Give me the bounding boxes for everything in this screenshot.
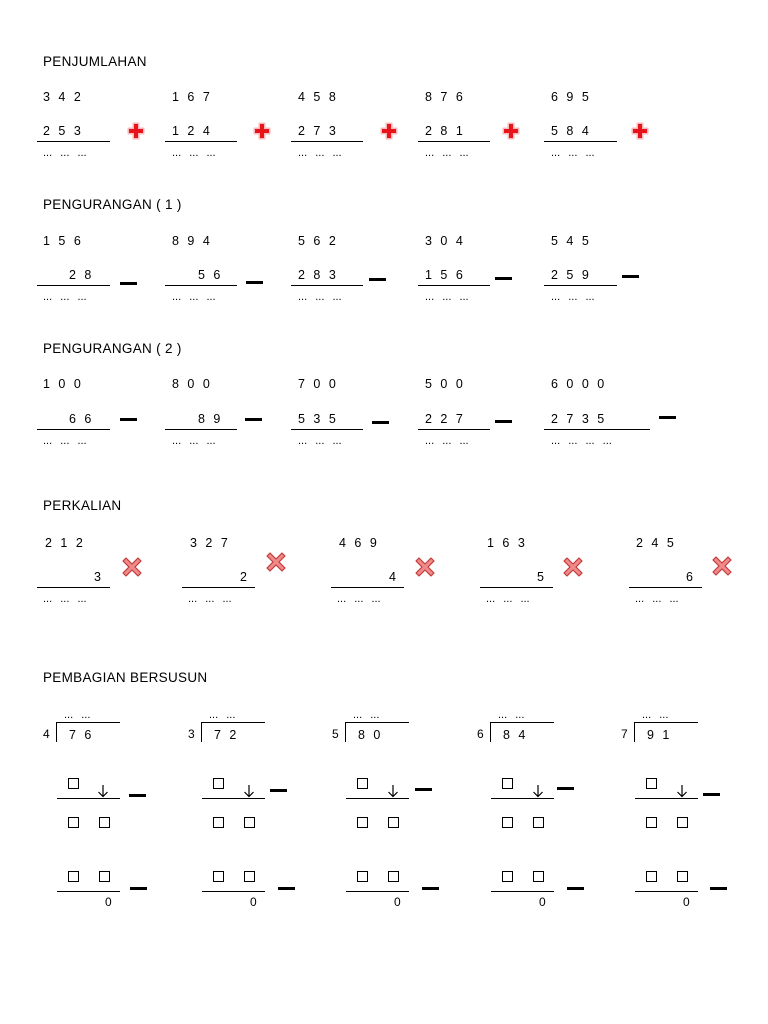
bottom-number: 4	[389, 570, 396, 584]
bottom-number: 5 6	[198, 268, 221, 282]
remainder: 0	[394, 895, 401, 909]
division-bar	[56, 722, 120, 723]
bottom-number: 5 8 4	[551, 124, 589, 138]
top-number: 3 4 2	[43, 90, 81, 104]
answer-placeholder: ... ... ...	[298, 291, 342, 303]
product-line	[331, 587, 404, 588]
remainder: 0	[105, 895, 112, 909]
top-number: 3 0 4	[425, 234, 463, 248]
bottom-number: 2 5 3	[43, 124, 81, 138]
division-bracket	[201, 722, 202, 742]
empty-box	[677, 817, 688, 828]
answer-placeholder: ... ... ...	[43, 291, 87, 303]
difference-line	[37, 285, 110, 286]
bottom-number: 2 8	[69, 268, 92, 282]
minus-bar	[703, 793, 720, 796]
bottom-number: 2	[240, 570, 247, 584]
bottom-number: 3	[94, 570, 101, 584]
red-plus-icon	[502, 122, 520, 140]
difference-line	[165, 429, 237, 430]
empty-box	[646, 817, 657, 828]
answer-placeholder: ... ... ...	[486, 593, 530, 605]
dividend: 8 4	[503, 728, 526, 742]
divisor: 3	[188, 727, 195, 741]
product-line	[37, 587, 110, 588]
red-x-icon	[562, 556, 584, 578]
bottom-number: 2 8 1	[425, 124, 463, 138]
step-line	[202, 891, 265, 892]
sum-line	[418, 141, 490, 142]
red-plus-icon	[253, 122, 271, 140]
answer-placeholder: ... ... ...	[425, 291, 469, 303]
answer-placeholder: ... ... ...	[635, 593, 679, 605]
empty-box	[244, 817, 255, 828]
empty-box	[244, 871, 255, 882]
division-bar	[345, 722, 409, 723]
answer-placeholder: ... ... ...	[172, 147, 216, 159]
bottom-number: 1 2 4	[172, 124, 210, 138]
division-bracket	[56, 722, 57, 742]
top-number: 6 0 0 0	[551, 377, 605, 391]
section-title-pengurangan-2: PENGURANGAN ( 2 )	[43, 341, 182, 356]
answer-placeholder: ... ... ...	[172, 435, 216, 447]
dividend: 7 2	[214, 728, 237, 742]
top-number: 1 6 7	[172, 90, 210, 104]
minus-bar	[495, 420, 512, 423]
dividend: 7 6	[69, 728, 92, 742]
sum-line	[37, 141, 110, 142]
bottom-number: 2 2 7	[425, 412, 463, 426]
step-line	[635, 798, 698, 799]
top-number: 5 6 2	[298, 234, 336, 248]
minus-bar	[659, 416, 676, 419]
minus-bar	[710, 887, 727, 890]
top-number: 7 0 0	[298, 377, 336, 391]
empty-box	[213, 871, 224, 882]
divisor: 7	[621, 727, 628, 741]
empty-box	[646, 871, 657, 882]
bottom-number: 2 7 3 5	[551, 412, 605, 426]
answer-placeholder: ... ... ...	[425, 147, 469, 159]
product-line	[182, 587, 255, 588]
answer-placeholder: ... ... ...	[425, 435, 469, 447]
down-arrow-icon	[676, 784, 688, 798]
answer-placeholder: ... ... ...	[43, 435, 87, 447]
top-number: 1 5 6	[43, 234, 81, 248]
minus-bar	[120, 282, 137, 285]
sum-line	[165, 141, 237, 142]
empty-box	[99, 871, 110, 882]
answer-placeholder: ... ... ... ...	[551, 435, 612, 447]
top-number: 4 6 9	[339, 536, 377, 550]
division-bar	[201, 722, 265, 723]
step-line	[346, 891, 409, 892]
bottom-number: 5	[537, 570, 544, 584]
red-x-icon	[265, 551, 287, 573]
minus-bar	[130, 887, 147, 890]
down-arrow-icon	[243, 784, 255, 798]
empty-box	[502, 871, 513, 882]
answer-placeholder: ... ... ...	[172, 291, 216, 303]
step-line	[57, 798, 120, 799]
minus-bar	[245, 418, 262, 421]
empty-box	[533, 871, 544, 882]
sum-line	[544, 141, 617, 142]
division-bar	[490, 722, 554, 723]
bottom-number: 2 7 3	[298, 124, 336, 138]
answer-placeholder: ... ... ...	[298, 435, 342, 447]
bottom-number: 6 6	[69, 412, 92, 426]
minus-bar	[567, 887, 584, 890]
quotient-placeholder: ... ...	[64, 709, 91, 721]
red-plus-icon	[127, 122, 145, 140]
minus-bar	[622, 275, 639, 278]
top-number: 8 0 0	[172, 377, 210, 391]
answer-placeholder: ... ... ...	[551, 291, 595, 303]
divisor: 5	[332, 727, 339, 741]
remainder: 0	[539, 895, 546, 909]
empty-box	[646, 778, 657, 789]
top-number: 1 6 3	[487, 536, 525, 550]
bottom-number: 1 5 6	[425, 268, 463, 282]
red-plus-icon	[380, 122, 398, 140]
section-title-pembagian: PEMBAGIAN BERSUSUN	[43, 670, 208, 685]
minus-bar	[415, 788, 432, 791]
empty-box	[99, 817, 110, 828]
empty-box	[68, 871, 79, 882]
quotient-placeholder: ... ...	[353, 709, 380, 721]
division-bracket	[634, 722, 635, 742]
minus-bar	[372, 421, 389, 424]
answer-placeholder: ... ... ...	[551, 147, 595, 159]
minus-bar	[557, 787, 574, 790]
answer-placeholder: ... ... ...	[43, 147, 87, 159]
difference-line	[37, 429, 110, 430]
minus-bar	[422, 887, 439, 890]
remainder: 0	[250, 895, 257, 909]
division-bracket	[490, 722, 491, 742]
quotient-placeholder: ... ...	[209, 709, 236, 721]
empty-box	[533, 817, 544, 828]
empty-box	[388, 817, 399, 828]
quotient-placeholder: ... ...	[642, 709, 669, 721]
minus-bar	[495, 277, 512, 280]
sum-line	[291, 141, 363, 142]
top-number: 3 2 7	[190, 536, 228, 550]
difference-line	[544, 285, 617, 286]
top-number: 5 0 0	[425, 377, 463, 391]
minus-bar	[129, 794, 146, 797]
empty-box	[388, 871, 399, 882]
empty-box	[213, 817, 224, 828]
answer-placeholder: ... ... ...	[43, 593, 87, 605]
bottom-number: 6	[686, 570, 693, 584]
minus-bar	[246, 281, 263, 284]
quotient-placeholder: ... ...	[498, 709, 525, 721]
difference-line	[165, 285, 237, 286]
red-plus-icon	[631, 122, 649, 140]
minus-bar	[369, 278, 386, 281]
down-arrow-icon	[97, 784, 109, 798]
bottom-number: 2 5 9	[551, 268, 589, 282]
red-x-icon	[121, 556, 143, 578]
empty-box	[502, 817, 513, 828]
division-bracket	[345, 722, 346, 742]
empty-box	[677, 871, 688, 882]
remainder: 0	[683, 895, 690, 909]
difference-line	[418, 285, 490, 286]
red-x-icon	[414, 556, 436, 578]
bottom-number: 8 9	[198, 412, 221, 426]
step-line	[635, 891, 698, 892]
step-line	[346, 798, 409, 799]
empty-box	[357, 817, 368, 828]
down-arrow-icon	[387, 784, 399, 798]
top-number: 1 0 0	[43, 377, 81, 391]
top-number: 5 4 5	[551, 234, 589, 248]
difference-line	[291, 429, 363, 430]
down-arrow-icon	[532, 784, 544, 798]
empty-box	[357, 871, 368, 882]
minus-bar	[270, 789, 287, 792]
section-title-perkalian: PERKALIAN	[43, 498, 122, 513]
difference-line	[291, 285, 363, 286]
section-title-pengurangan-1: PENGURANGAN ( 1 )	[43, 197, 182, 212]
top-number: 8 9 4	[172, 234, 210, 248]
empty-box	[357, 778, 368, 789]
step-line	[491, 891, 554, 892]
step-line	[202, 798, 265, 799]
step-line	[57, 891, 120, 892]
minus-bar	[278, 887, 295, 890]
division-bar	[634, 722, 698, 723]
dividend: 9 1	[647, 728, 670, 742]
top-number: 2 4 5	[636, 536, 674, 550]
product-line	[480, 587, 553, 588]
answer-placeholder: ... ... ...	[298, 147, 342, 159]
product-line	[629, 587, 702, 588]
difference-line	[418, 429, 490, 430]
answer-placeholder: ... ... ...	[337, 593, 381, 605]
dividend: 8 0	[358, 728, 381, 742]
bottom-number: 5 3 5	[298, 412, 336, 426]
top-number: 8 7 6	[425, 90, 463, 104]
minus-bar	[120, 418, 137, 421]
empty-box	[502, 778, 513, 789]
top-number: 2 1 2	[45, 536, 83, 550]
difference-line	[544, 429, 650, 430]
top-number: 4 5 8	[298, 90, 336, 104]
empty-box	[213, 778, 224, 789]
section-title-penjumlahan: PENJUMLAHAN	[43, 54, 147, 69]
empty-box	[68, 778, 79, 789]
divisor: 4	[43, 727, 50, 741]
empty-box	[68, 817, 79, 828]
bottom-number: 2 8 3	[298, 268, 336, 282]
divisor: 6	[477, 727, 484, 741]
red-x-icon	[711, 555, 733, 577]
answer-placeholder: ... ... ...	[188, 593, 232, 605]
step-line	[491, 798, 554, 799]
top-number: 6 9 5	[551, 90, 589, 104]
